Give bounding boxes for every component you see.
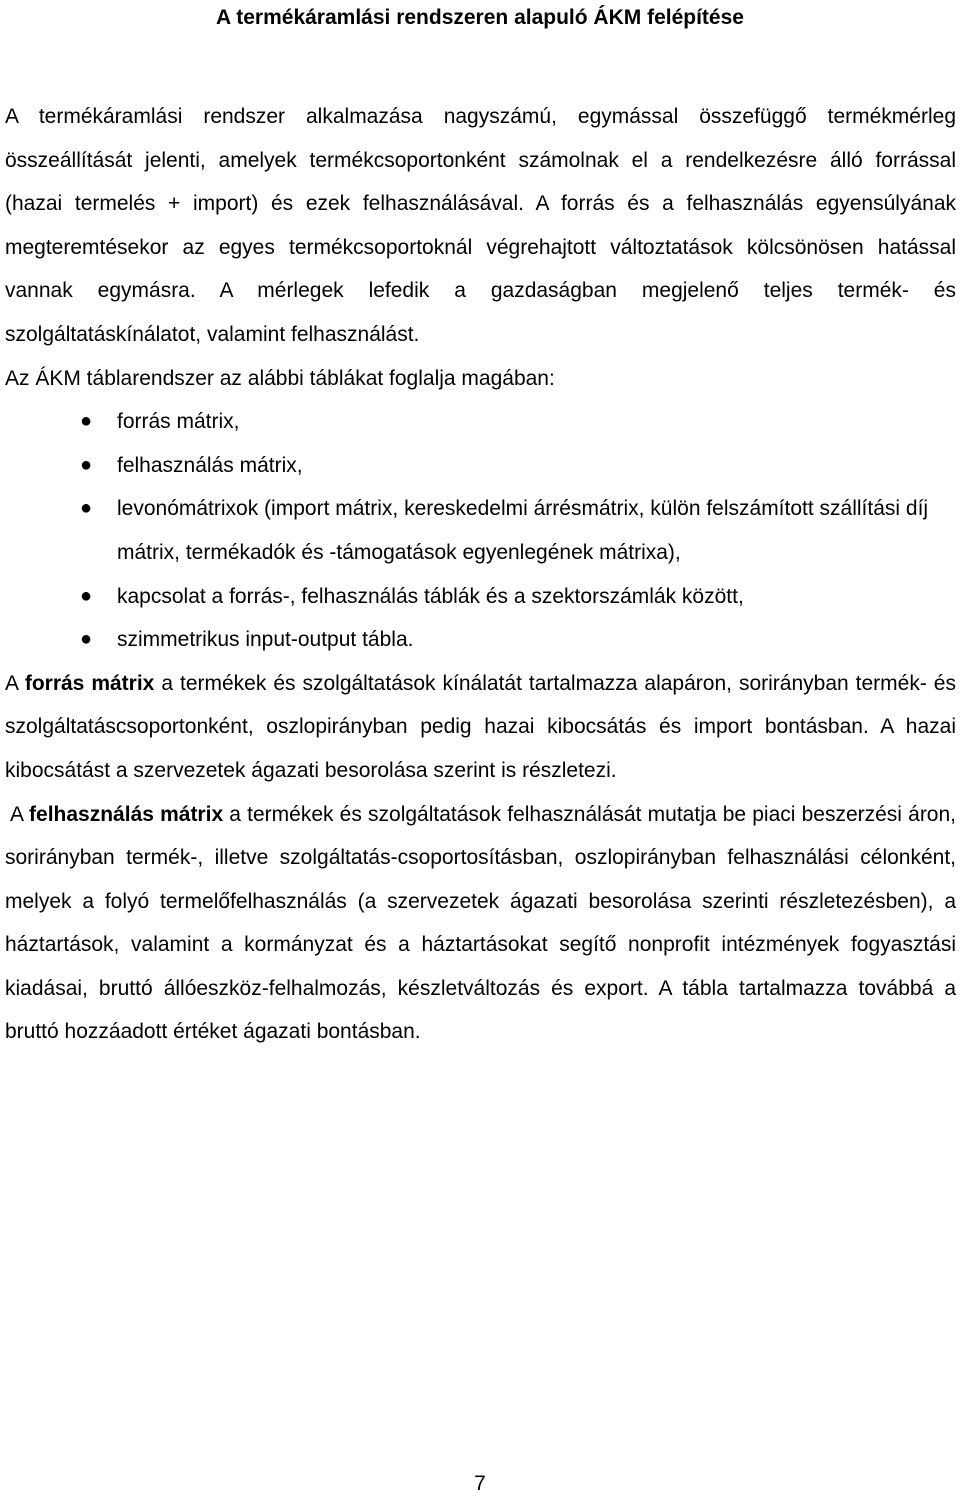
list-item-text: felhasználás mátrix, bbox=[117, 453, 303, 477]
paragraph-felhasznalas-matrix bbox=[5, 793, 956, 1055]
list-item bbox=[5, 444, 956, 488]
list-item bbox=[5, 618, 956, 662]
paragraph-forras-matrix bbox=[5, 662, 956, 793]
bullet-icon: ● bbox=[80, 497, 93, 520]
page-title: A termékáramlási rendszeren alapuló ÁKM felépítése bbox=[216, 6, 744, 29]
page-number: 7 bbox=[474, 1472, 486, 1495]
paragraph-text: a termékek és szolgáltatások kínálatát tartalmazza alapáron, sorirányban termék- és szolgáltatáscsoportonként, oszlopirányban pedig hazai kibocsátás és import bontásban. A hazai kibocsátást a szervezetek ágazati besorolása szerint is részletezi. bbox=[5, 671, 956, 782]
table-list bbox=[5, 400, 956, 662]
bullet-icon: ● bbox=[80, 628, 93, 651]
list-item bbox=[5, 400, 956, 444]
list-item bbox=[5, 575, 956, 619]
paragraph-prefix: A bbox=[5, 671, 25, 695]
list-item-text: levonómátrixok (import mátrix, kereskedelmi árrésmátrix, külön felszámított szállítási díj mátrix, termékadók és -támogatások egyenlegének mátrixa), bbox=[117, 497, 929, 564]
paragraph-prefix: A bbox=[5, 802, 30, 826]
list-item-text: kapcsolat a forrás-, felhasználás táblák és a szektorszámlák között, bbox=[117, 584, 744, 608]
list-item bbox=[5, 487, 956, 574]
list-item-text: forrás mátrix, bbox=[117, 410, 240, 434]
bullet-icon: ● bbox=[80, 453, 93, 476]
paragraph-intro: A termékáramlási rendszer alkalmazása nagyszámú, egymással összefüggő termékmérleg összeállítását jelenti, amelyek termékcsoportonként számolnak el a rendelkezésre álló forrással (hazai termelés + import) és ezek felhasználásával. A forrás és a felhasználás egyensúlyának megteremtésekor az egyes termékcsoportoknál végrehajtott változtatások kölcsönösen hatással vannak egymásra. A mérlegek lefedik a gazdaságban megjelenő teljes termék- és szolgáltatáskínálatot, valamint felhasználást. bbox=[5, 105, 956, 346]
list-item-text: szimmetrikus input-output tábla. bbox=[117, 628, 414, 652]
bullet-icon: ● bbox=[80, 584, 93, 607]
bullet-icon: ● bbox=[80, 410, 93, 433]
term-forras-matrix: forrás mátrix bbox=[24, 671, 155, 695]
document-body bbox=[5, 95, 956, 1054]
list-intro: Az ÁKM táblarendszer az alábbi táblákat foglalja magában: bbox=[5, 366, 555, 390]
term-felhasznalas-matrix: felhasználás mátrix bbox=[29, 802, 224, 826]
paragraph-text: a termékek és szolgáltatások felhasználását mutatja be piaci beszerzési áron, sorirányban termék-, illetve szolgáltatás-csoportosításban, oszlopirányban felhasználási célonként, melyek a folyó termelőfelhasználás (a szervezetek ágazati besorolása szerinti részletezésben), a háztartások, valamint a kormányzat és a háztartásokat segítő nonprofit intézmények fogyasztási kiadásai, bruttó állóeszköz-felhalmozás, készletváltozás és export. A tábla tartalmazza továbbá a bruttó hozzáadott értéket ágazati bontásban. bbox=[5, 802, 956, 1044]
